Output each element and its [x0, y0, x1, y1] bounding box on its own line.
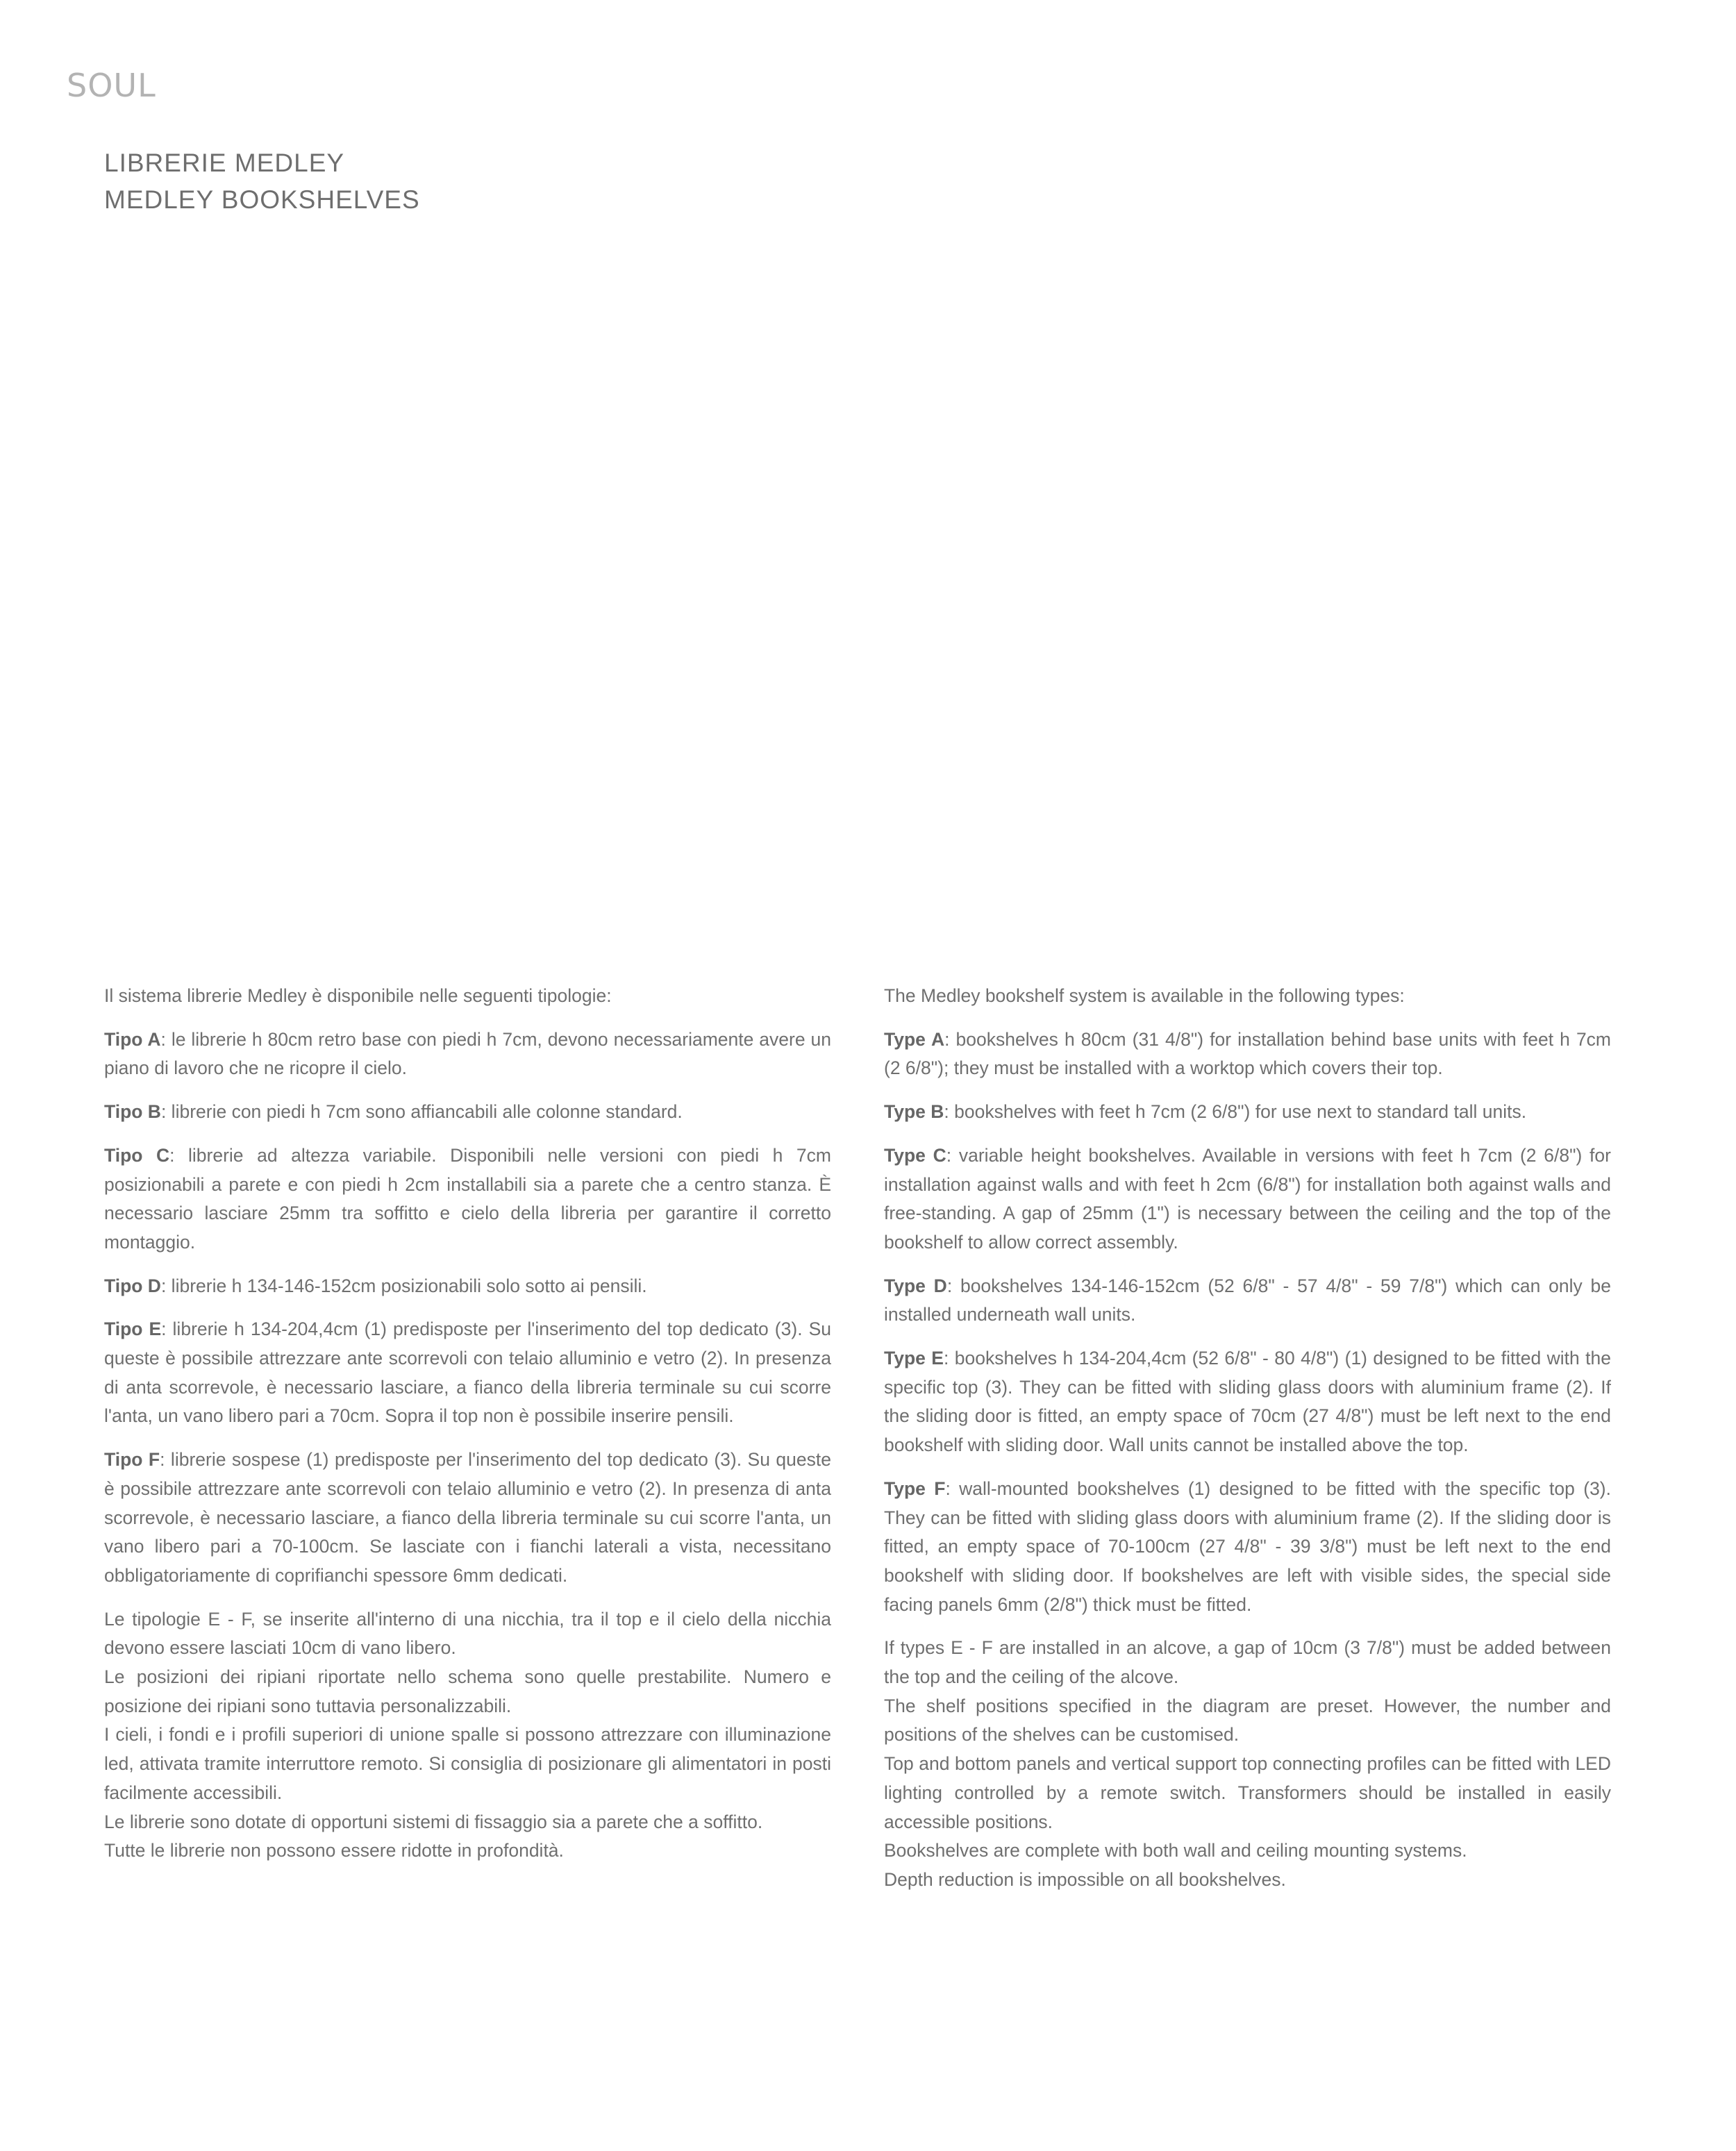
type-label: Type F [884, 1478, 946, 1499]
note: Top and bottom panels and vertical support top connecting profiles can be fitted with LED lighting controlled by a remote switch. Transformers should be installed in easily accessible positions. [884, 1753, 1611, 1832]
type-text: : bookshelves 134-146-152cm (52 6/8" - 57 4/8" - 59 7/8") which can only be installed underneath wall units. [884, 1275, 1612, 1325]
type-paragraph [884, 1272, 1611, 1330]
note: If types E - F are installed in an alcove, a gap of 10cm (3 7/8") must be added between the top and the ceiling of the alcove. [884, 1637, 1611, 1688]
type-text: : le librerie h 80cm retro base con piedi h 7cm, devono necessariamente avere un piano di lavoro che ne ricopre il cielo. [104, 1028, 832, 1079]
type-paragraph [884, 1475, 1611, 1620]
title-english: MEDLEY BOOKSHELVES [104, 185, 420, 214]
type-text: : librerie con piedi h 7cm sono affiancabili alle colonne standard. [160, 1101, 683, 1123]
note: The shelf positions specified in the diagram are preset. However, the number and positions of the shelves can be customised. [884, 1695, 1611, 1746]
type-text: : variable height bookshelves. Available in versions with feet h 7cm (2 6/8") for installation against walls and with feet h 2cm (6/8") for installation both against walls and free-standing. A gap of 25mm (1") is necessary between the ceiling and the top of the bookshelf to allow correct assembly. [884, 1144, 1611, 1253]
type-label: Tipo A [104, 1028, 161, 1050]
note: Le tipologie E - F, se inserite all'interno di una nicchia, tra il top e il cielo della nicchia devono essere lasciati 10cm di vano libero. [104, 1608, 831, 1659]
english-column [884, 982, 1611, 1895]
type-paragraph [104, 1098, 831, 1127]
type-text: : bookshelves h 134-204,4cm (52 6/8" - 80 4/8") (1) designed to be fitted with the specific top (3). They can be fitted with sliding glass doors with aluminium frame (2). If the sliding door is fitted, an empty space of 70cm (27 4/8") must be left next to the end bookshelf with sliding door. Wall units cannot be installed above the top. [884, 1348, 1611, 1456]
type-text: : librerie h 134-146-152cm posizionabili solo sotto ai pensili. [160, 1275, 647, 1296]
note: Bookshelves are complete with both wall and ceiling mounting systems. [884, 1840, 1467, 1861]
type-text: : librerie h 134-204,4cm (1) predisposte per l'inserimento del top dedicato (3). Su queste è possibile attrezzare ante scorrevoli con telaio alluminio e vetro (2). In presenza di anta scorrevole, è necessario lasciare, a fianco della libreria terminale su cui scorre l'anta, un vano libero pari a 70cm. Sopra il top non è possibile inserire pensili. [104, 1319, 832, 1427]
note: I cieli, i fondi e i profili superiori di unione spalle si possono attrezzare con illuminazione led, attivata tramite interruttore remoto. Si consiglia di posizionare gli alimentatori in posti facilmente accessibili. [104, 1724, 831, 1803]
type-text: : bookshelves with feet h 7cm (2 6/8") for use next to standard tall units. [944, 1101, 1527, 1123]
note: Le librerie sono dotate di opportuni sistemi di fissaggio sia a parete che a soffitto. [104, 1811, 763, 1832]
note: Le posizioni dei ripiani riportate nello schema sono quelle prestabilite. Numero e posizione dei ripiani sono tuttavia personalizzabili. [104, 1666, 831, 1716]
type-paragraph [104, 1446, 831, 1591]
type-label: Tipo B [104, 1101, 161, 1123]
type-paragraph [884, 1098, 1611, 1127]
type-label: Tipo D [104, 1275, 161, 1296]
type-label: Type A [884, 1028, 945, 1050]
type-text: : bookshelves h 80cm (31 4/8") for installation behind base units with feet h 7cm (2 6/8"); they must be installed with a worktop which covers their top. [884, 1028, 1612, 1079]
type-text: : librerie ad altezza variabile. Disponibili nelle versioni con piedi h 7cm posizionabili a parete e con piedi h 2cm installabili sia a parete che a centro stanza. È necessario lasciare 25mm tra soffitto e cielo della libreria per garantire il corretto montaggio. [104, 1144, 831, 1253]
note: Depth reduction is impossible on all bookshelves. [884, 1868, 1286, 1890]
type-label: Type E [884, 1348, 944, 1369]
intro-paragraph: The Medley bookshelf system is available in the following types: [884, 985, 1405, 1006]
type-label: Type C [884, 1144, 946, 1166]
type-text: : librerie sospese (1) predisposte per l'inserimento del top dedicato (3). Su queste è possibile attrezzare ante scorrevoli con telaio alluminio e vetro (2). In presenza di anta scorrevole, è necessario lasciare, a fianco della libreria terminale su cui scorre l'anta, un vano libero pari a 70-100cm. Se lasciate con i fianchi laterali a vista, necessitano obbligatoriamente di coprifianchi spessore 6mm dedicati. [104, 1449, 831, 1586]
type-text: : wall-mounted bookshelves (1) designed to be fitted with the specific top (3). They can be fitted with sliding glass doors with aluminium frame (2). If the sliding door is fitted, an empty space of 70-100cm (27 4/8" - 39 3/8") must be left next to the end bookshelf with sliding door. If bookshelves are left with visible sides, the special side facing panels 6mm (2/8") thick must be fitted. [884, 1478, 1611, 1615]
brand-logo: SOUL [67, 67, 156, 104]
page-title [104, 144, 420, 218]
type-paragraph [884, 1026, 1611, 1083]
type-label: Type B [884, 1101, 944, 1123]
title-italian: LIBRERIE MEDLEY [104, 149, 345, 177]
type-paragraph [104, 1272, 831, 1301]
type-label: Type D [884, 1275, 947, 1296]
type-paragraph [104, 1141, 831, 1257]
type-paragraph [104, 1315, 831, 1431]
type-label: Tipo E [104, 1319, 162, 1340]
note: Tutte le librerie non possono essere ridotte in profondità. [104, 1840, 564, 1861]
intro-paragraph: Il sistema librerie Medley è disponibile nelle seguenti tipologie: [104, 985, 612, 1006]
type-label: Tipo F [104, 1449, 160, 1471]
type-paragraph [104, 1026, 831, 1083]
type-label: Tipo C [104, 1144, 170, 1166]
type-paragraph [884, 1141, 1611, 1257]
type-paragraph [884, 1344, 1611, 1460]
italian-column [104, 982, 831, 1866]
